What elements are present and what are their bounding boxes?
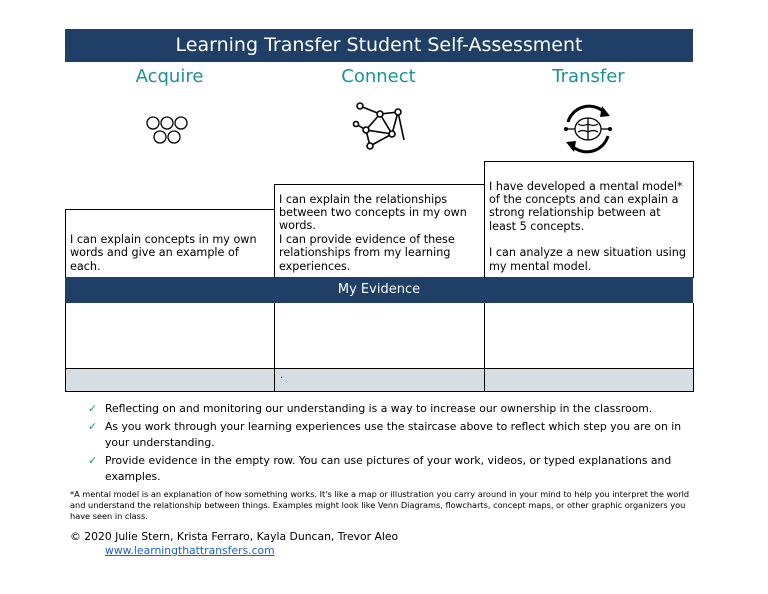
column-heading-acquire: Acquire xyxy=(135,66,204,87)
bullet-text: Reflecting on and monitoring our understanding is a way to increase our ownership in the classroom. xyxy=(105,402,653,415)
circles-icon xyxy=(140,112,200,148)
column-heading-transfer: Transfer xyxy=(552,66,625,87)
grid-line xyxy=(693,303,694,392)
column-heading-connect: Connect xyxy=(341,66,416,87)
step-connect-text-2: I can provide evidence of these relationships from my learning experiences. xyxy=(279,232,455,273)
instruction-list xyxy=(88,401,688,487)
evidence-gray-row xyxy=(65,369,693,392)
website-link[interactable]: www.learningthattransfers.com xyxy=(105,544,275,557)
footnote: *A mental model is an explanation of how something works. It's like a map or illustration you carry around in your mind to help you interpret the world and understand the relationship between things. Examples might look like Venn Diagrams, flowcharts, concept maps, or other graphic organizers you have seen in class. xyxy=(70,489,690,521)
network-icon xyxy=(352,100,408,152)
list-item xyxy=(88,453,688,485)
page-title: Learning Transfer Student Self-Assessment xyxy=(65,29,693,62)
step-acquire xyxy=(65,209,275,278)
copyright: © 2020 Julie Stern, Krista Ferraro, Kayla Duncan, Trevor Aleo xyxy=(70,530,399,543)
step-connect-text-1: I can explain the relationships between two concepts in my own words. xyxy=(279,192,467,233)
brain-cycle-icon xyxy=(558,102,618,156)
bullet-text: As you work through your learning experiences use the staircase above to reflect which step you are on in your understanding. xyxy=(105,420,682,449)
check-icon: ✓ xyxy=(88,420,98,433)
evidence-mark: . xyxy=(280,370,284,381)
step-acquire-text: I can explain concepts in my own words and give an example of each. xyxy=(70,232,257,273)
list-item xyxy=(88,419,688,451)
evidence-cell-transfer[interactable] xyxy=(485,304,693,368)
step-transfer xyxy=(484,161,694,278)
step-transfer-text-1: I have developed a mental model* of the concepts and can explain a strong relationship between at least 5 concepts. xyxy=(489,179,683,233)
check-icon: ✓ xyxy=(88,402,98,415)
step-transfer-text-2: I can analyze a new situation using my mental model. xyxy=(489,246,686,273)
step-connect xyxy=(274,184,485,278)
evidence-header: My Evidence xyxy=(65,277,693,303)
list-item xyxy=(88,401,688,417)
check-icon: ✓ xyxy=(88,454,98,467)
grid-line xyxy=(65,391,694,392)
evidence-cell-connect[interactable] xyxy=(275,304,484,368)
evidence-cell-acquire[interactable] xyxy=(66,304,274,368)
bullet-text: Provide evidence in the empty row. You can use pictures of your work, videos, or typed explanations and examples. xyxy=(105,454,672,483)
grid-line xyxy=(65,368,694,369)
